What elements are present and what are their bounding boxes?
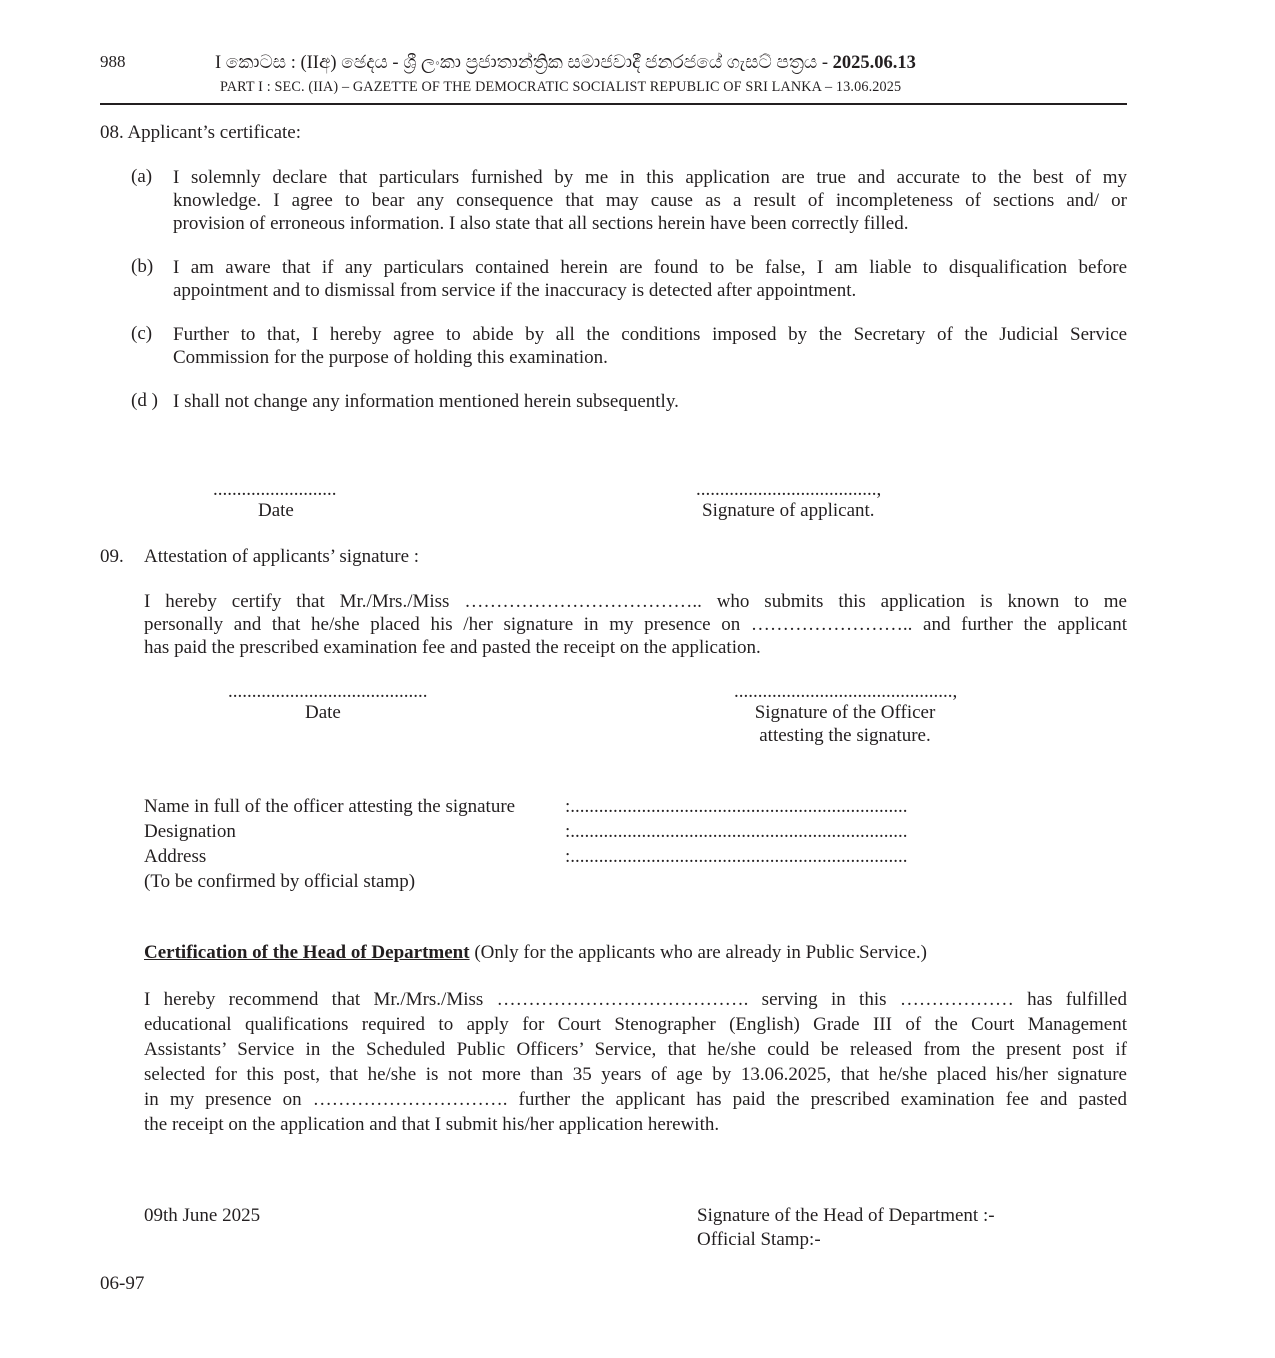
paragraph-line: selected for this post, that he/she is not more than 35 years of age by 13.06.2025, that he/she placed his/her signature xyxy=(144,1064,1127,1085)
item-text-line: I solemnly declare that particulars furnished by me in this application are true and accurate to the best of my xyxy=(173,167,1127,188)
section-09-number: 09. xyxy=(100,546,124,567)
item-marker: (b) xyxy=(131,256,154,277)
address-label: Address xyxy=(144,846,207,867)
page-number: 988 xyxy=(100,52,126,71)
applicant-signature-label: Signature of applicant. xyxy=(702,500,875,521)
designation-label: Designation xyxy=(144,821,236,842)
paragraph-line: has paid the prescribed examination fee and pasted the receipt on the application. xyxy=(144,637,761,658)
item-text-line: provision of erroneous information. I also state that all sections herein have been correctly filled. xyxy=(173,213,909,234)
paragraph-line: educational qualifications required to apply for Court Stenographer (English) Grade III of the Court Management xyxy=(144,1014,1127,1035)
paragraph-line: in my presence on …………………………. further the applicant has paid the prescribed examination fee and pasted xyxy=(144,1089,1127,1110)
applicant-date-dots: .......................... xyxy=(213,479,337,500)
paragraph-line: I hereby certify that Mr./Mrs./Miss ……………………………….. who submits this application is known to me xyxy=(144,591,1127,612)
paragraph-line: Assistants’ Service in the Scheduled Public Officers’ Service, that he/she could be released from the present post if xyxy=(144,1039,1127,1060)
gazette-title-sinhala xyxy=(215,52,1015,74)
official-stamp-label: Official Stamp:- xyxy=(697,1229,821,1250)
gazette-title-english: PART I : SEC. (IIA) – GAZETTE OF THE DEMOCRATIC SOCIALIST REPUBLIC OF SRI LANKA – 13.06.2025 xyxy=(220,79,902,95)
paragraph-line: I hereby recommend that Mr./Mrs./Miss …………………………………. serving in this ……………… has fulfilled xyxy=(144,989,1127,1010)
address-field: :....................................................................... xyxy=(565,846,908,867)
certification-heading xyxy=(144,942,927,964)
stamp-note: (To be confirmed by official stamp) xyxy=(144,871,416,892)
officer-date-label: Date xyxy=(305,702,341,723)
gazette-title-date: 2025.06.13 xyxy=(832,53,916,73)
applicant-signature-dots: ......................................, xyxy=(696,479,882,500)
officer-name-label: Name in full of the officer attesting the signature xyxy=(144,796,516,817)
section-09-heading: Attestation of applicants’ signature : xyxy=(144,546,420,567)
officer-signature-dots: .............................................., xyxy=(734,681,958,702)
officer-signature-label: Signature of the Officer xyxy=(754,702,936,723)
applicant-date-label: Date xyxy=(258,500,294,521)
footer-code: 06-97 xyxy=(100,1273,145,1294)
officer-name-field: :....................................................................... xyxy=(565,796,908,817)
item-marker: (c) xyxy=(131,323,153,344)
item-text-line: I am aware that if any particulars contained herein are found to be false, I am liable to disqualification before xyxy=(173,257,1127,278)
item-text-line: Commission for the purpose of holding this examination. xyxy=(173,347,608,368)
head-signature-label: Signature of the Head of Department :- xyxy=(697,1205,995,1226)
item-text-line: knowledge. I agree to bear any consequence that may cause as a result of incompleteness of sections and/ or xyxy=(173,190,1127,211)
item-marker: (d ) xyxy=(131,390,158,411)
officer-signature-label-2: attesting the signature. xyxy=(759,725,931,746)
certification-heading-title: Certification of the Head of Department xyxy=(144,942,470,963)
certification-heading-note: (Only for the applicants who are already in Public Service.) xyxy=(469,942,927,963)
item-marker: (a) xyxy=(131,166,153,187)
section-08-heading: 08. Applicant’s certificate: xyxy=(100,122,302,143)
designation-field: :....................................................................... xyxy=(565,821,908,842)
gazette-title-sinhala-text: I කොටස : (IIඅ) ඡෙදය - ශ්‍රී ලංකා ප්‍රජාතාන්ත්‍රික සමාජවාදී ජනරජයේ ගැසට් පත්‍රය - xyxy=(215,53,833,73)
item-text-line: Further to that, I hereby agree to abide by all the conditions imposed by the Secretary of the Judicial Service xyxy=(173,324,1127,345)
item-text-line: appointment and to dismissal from service if the inaccuracy is detected after appointment. xyxy=(173,280,857,301)
officer-date-dots: .......................................... xyxy=(228,681,428,702)
paragraph-line: the receipt on the application and that I submit his/her application herewith. xyxy=(144,1114,720,1135)
paragraph-line: personally and that he/she placed his /her signature in my presence on …………………….. and further the applicant xyxy=(144,614,1127,635)
certification-date: 09th June 2025 xyxy=(144,1205,261,1226)
header-rule xyxy=(100,103,1127,105)
item-text-line: I shall not change any information mentioned herein subsequently. xyxy=(173,391,679,412)
